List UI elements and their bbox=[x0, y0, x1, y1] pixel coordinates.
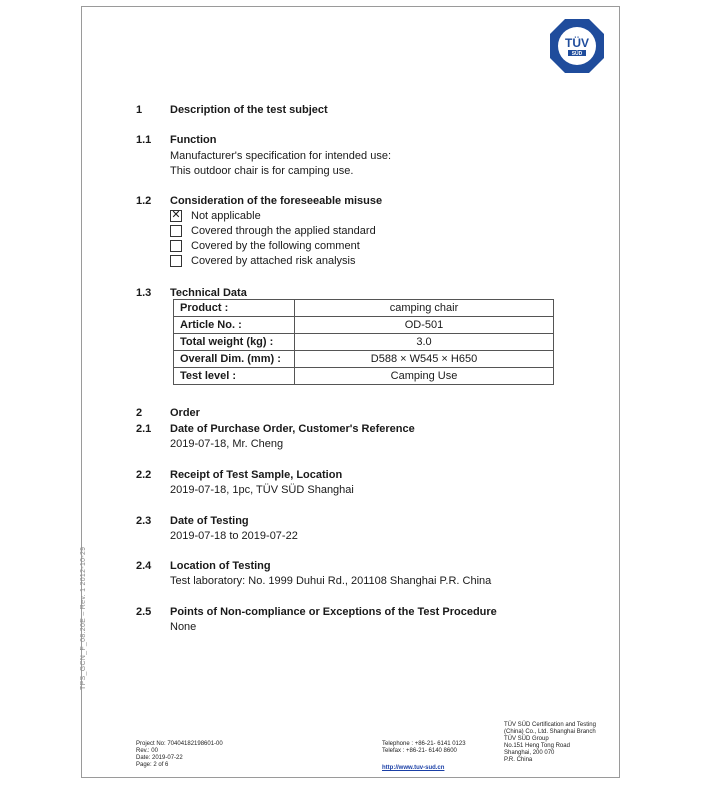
testing-location-text: Test laboratory: No. 1999 Duhui Rd., 201108 Shanghai P.R. China bbox=[170, 575, 492, 587]
logo-text: TÜV bbox=[565, 36, 589, 50]
misuse-option-applied-standard[interactable] bbox=[170, 224, 376, 238]
checkbox-checked[interactable] bbox=[170, 210, 182, 222]
row-value: Camping Use bbox=[295, 368, 554, 385]
section-2-5-title: Points of Non-compliance or Exceptions of the Test Procedure bbox=[170, 606, 497, 618]
table-row bbox=[174, 334, 554, 351]
function-line-1: Manufacturer's specification for intended use: bbox=[170, 150, 391, 162]
company-line: Shanghai, 200 070 bbox=[504, 750, 555, 756]
section-2-2-number: 2.2 bbox=[136, 469, 152, 481]
purchase-order-text: 2019-07-18, Mr. Cheng bbox=[170, 438, 284, 450]
table-row bbox=[174, 351, 554, 368]
section-1-number: 1 bbox=[136, 104, 143, 116]
project-number: Project No: 70404182198601-00 bbox=[136, 741, 223, 747]
section-2-5-number: 2.5 bbox=[136, 606, 152, 618]
table-row bbox=[174, 300, 554, 317]
check-x-icon: ✕ bbox=[171, 209, 181, 221]
website-link[interactable]: http://www.tuv-sud.cn bbox=[382, 765, 445, 771]
row-value: camping chair bbox=[295, 300, 554, 317]
date: Date: 2019-07-22 bbox=[136, 755, 183, 761]
section-1-2-number: 1.2 bbox=[136, 195, 152, 207]
misuse-option-following-comment[interactable] bbox=[170, 239, 360, 253]
footer-contact bbox=[382, 741, 466, 755]
document-page bbox=[81, 6, 620, 778]
tuv-sud-logo bbox=[549, 18, 605, 74]
telephone: Telephone : +86-21- 6141 0123 bbox=[382, 741, 466, 747]
section-1-3-title: Technical Data bbox=[170, 287, 247, 299]
receipt-text: 2019-07-18, 1pc, TÜV SÜD Shanghai bbox=[170, 484, 354, 496]
company-line: TÜV SÜD Certification and Testing bbox=[504, 722, 596, 728]
non-compliance-text: None bbox=[170, 621, 197, 633]
testing-date-text: 2019-07-18 to 2019-07-22 bbox=[170, 530, 298, 542]
row-value: 3.0 bbox=[295, 334, 554, 351]
footer-project-info bbox=[136, 741, 223, 769]
row-value: D588 × W545 × H650 bbox=[295, 351, 554, 368]
company-line: No.151 Heng Tong Road bbox=[504, 743, 570, 749]
company-line: TÜV SÜD Group bbox=[504, 736, 549, 742]
checkbox-unchecked[interactable] bbox=[170, 225, 182, 237]
row-label: Total weight (kg) : bbox=[174, 334, 295, 351]
section-1-1-title: Function bbox=[170, 134, 217, 146]
technical-data-table bbox=[173, 299, 554, 385]
table-row bbox=[174, 317, 554, 334]
section-2-2-title: Receipt of Test Sample, Location bbox=[170, 469, 343, 481]
footer-company-address bbox=[504, 722, 596, 764]
section-2-4-title: Location of Testing bbox=[170, 560, 271, 572]
section-2-3-title: Date of Testing bbox=[170, 515, 249, 527]
row-label: Test level : bbox=[174, 368, 295, 385]
option-label: Covered by the following comment bbox=[191, 240, 360, 252]
revision: Rev.: 00 bbox=[136, 748, 158, 754]
row-label: Article No. : bbox=[174, 317, 295, 334]
company-line: P.R. China bbox=[504, 757, 533, 763]
option-label: Covered through the applied standard bbox=[191, 225, 376, 237]
section-2-number: 2 bbox=[136, 407, 143, 419]
misuse-option-not-applicable[interactable] bbox=[170, 209, 261, 223]
function-line-2: This outdoor chair is for camping use. bbox=[170, 165, 354, 177]
row-label: Product : bbox=[174, 300, 295, 317]
misuse-option-risk-analysis[interactable] bbox=[170, 254, 355, 268]
company-line: (China) Co., Ltd. Shanghai Branch bbox=[504, 729, 596, 735]
checkbox-unchecked[interactable] bbox=[170, 255, 182, 267]
section-1-3-number: 1.3 bbox=[136, 287, 152, 299]
form-reference-side-text: TPS_GCN_F_08.20E – Rev. 1 2012-10-29 bbox=[80, 546, 87, 690]
section-2-title: Order bbox=[170, 407, 200, 419]
section-2-1-number: 2.1 bbox=[136, 423, 152, 435]
row-label: Overall Dim. (mm) : bbox=[174, 351, 295, 368]
section-1-1-number: 1.1 bbox=[136, 134, 152, 146]
section-1-title: Description of the test subject bbox=[170, 104, 328, 116]
logo-subtext: SÜD bbox=[571, 51, 583, 57]
telefax: Telefax : +86-21- 6140 8600 bbox=[382, 748, 457, 754]
option-label: Not applicable bbox=[191, 210, 261, 222]
section-2-1-title: Date of Purchase Order, Customer's Reference bbox=[170, 423, 415, 435]
row-value: OD-501 bbox=[295, 317, 554, 334]
section-2-3-number: 2.3 bbox=[136, 515, 152, 527]
table-row bbox=[174, 368, 554, 385]
section-1-2-title: Consideration of the foreseeable misuse bbox=[170, 195, 383, 207]
page-number: Page: 2 of 6 bbox=[136, 762, 169, 768]
checkbox-unchecked[interactable] bbox=[170, 240, 182, 252]
section-2-4-number: 2.4 bbox=[136, 560, 152, 572]
option-label: Covered by attached risk analysis bbox=[191, 255, 356, 267]
